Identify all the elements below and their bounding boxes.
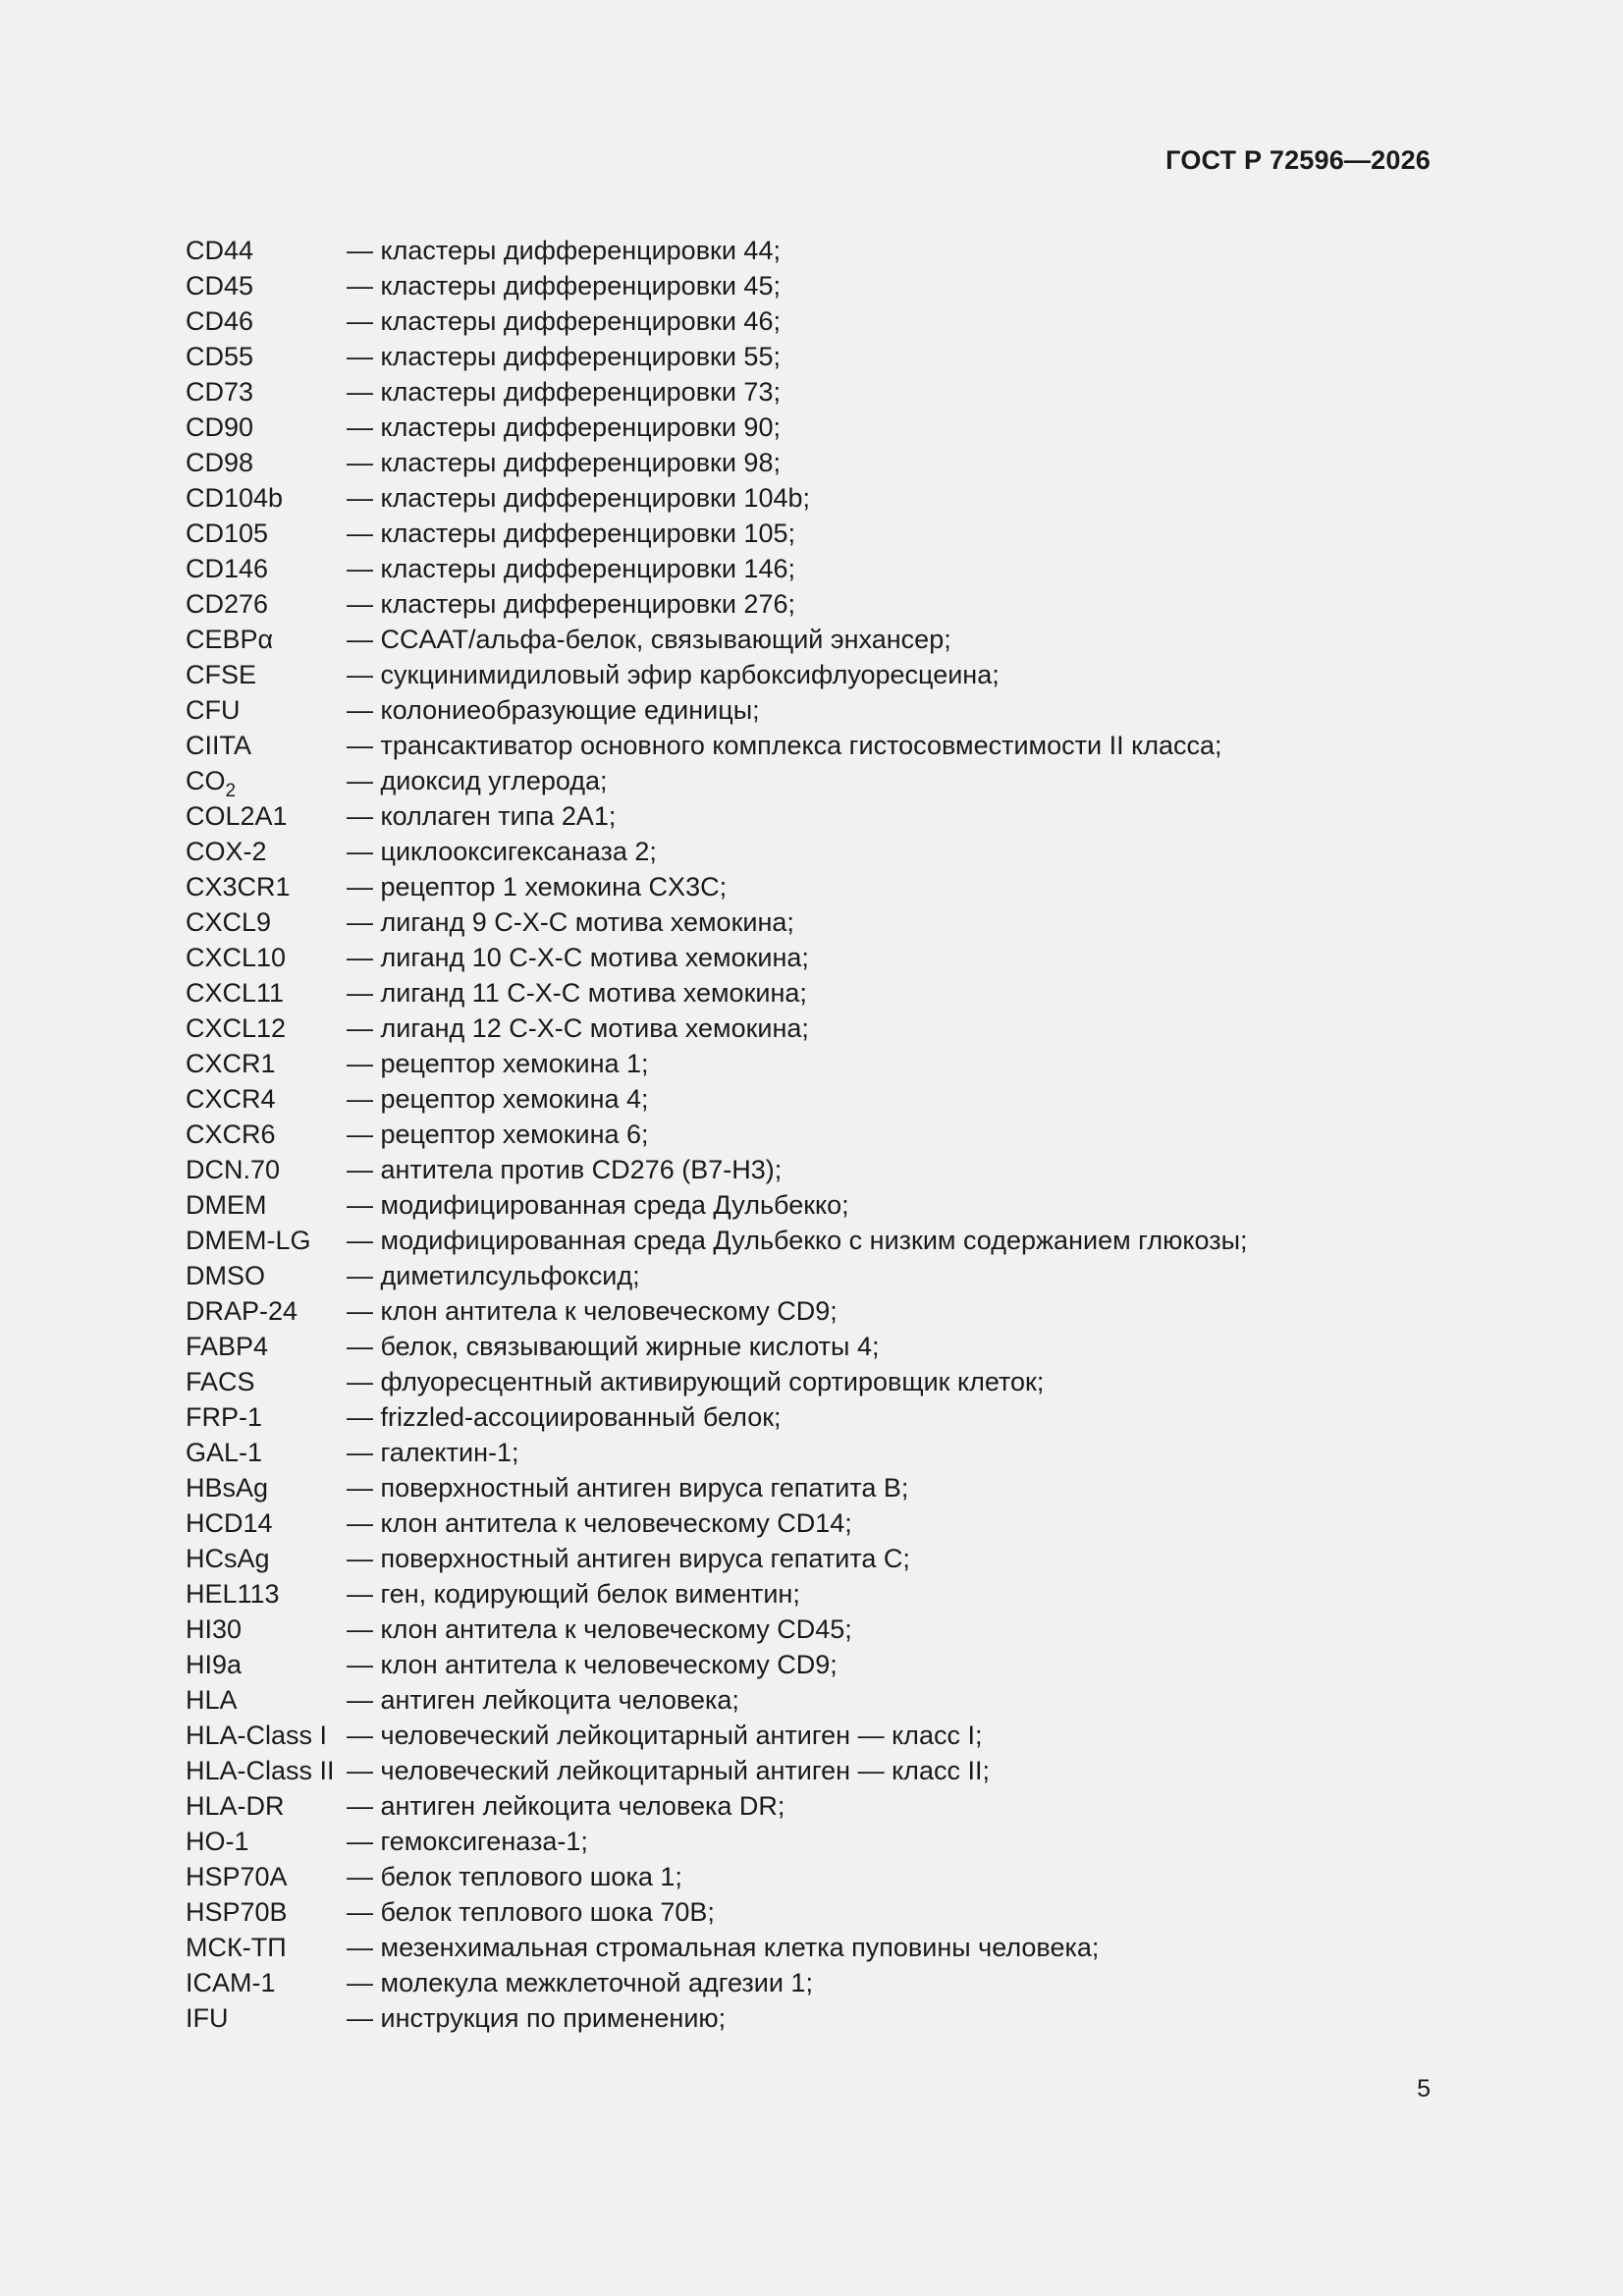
abbreviation-term-text: DMEM-LG [186, 1226, 311, 1255]
abbreviation-term [186, 1399, 347, 1435]
abbreviation-term [186, 516, 347, 551]
abbreviation-definition: — клон антитела к человеческому CD9; [347, 1650, 838, 1679]
abbreviation-term-text: HLA-Class I [186, 1721, 328, 1750]
abbreviation-term [186, 233, 347, 268]
abbreviation-term [186, 2000, 347, 2036]
abbreviation-term-text: CXCL11 [186, 978, 285, 1008]
abbreviation-term-subscript: 2 [225, 781, 237, 801]
abbreviation-definition: — инструкция по применению; [347, 2003, 727, 2033]
abbreviation-term [186, 445, 347, 480]
abbreviation-term-text: CD45 [186, 271, 254, 301]
abbreviation-term-text: HEL113 [186, 1579, 280, 1609]
abbreviation-definition: — рецептор хемокина 6; [347, 1120, 649, 1149]
abbreviation-definition: — белок теплового шока 1; [347, 1862, 682, 1891]
abbreviation-definition: — кластеры дифференцировки 98; [347, 448, 781, 477]
abbreviation-term-text: CXCL10 [186, 943, 287, 972]
abbreviation-definition: — кластеры дифференцировки 55; [347, 342, 781, 371]
abbreviation-row [186, 1117, 1462, 1152]
abbreviation-definition: — рецептор хемокина 4; [347, 1084, 649, 1114]
abbreviation-term [186, 1046, 347, 1081]
abbreviation-term [186, 1470, 347, 1505]
abbreviation-term [186, 1011, 347, 1046]
abbreviation-row [186, 1011, 1462, 1046]
abbreviation-definition: — лиганд 9 C-X-C мотива хемокина; [347, 907, 794, 937]
abbreviation-row [186, 1824, 1462, 1859]
abbreviation-row [186, 551, 1462, 586]
abbreviation-term [186, 410, 347, 445]
abbreviation-definition: — рецептор 1 хемокина CX3C; [347, 872, 728, 902]
abbreviation-term-text: HLA [186, 1685, 238, 1715]
standard-code: ГОСТ Р 72596—2026 [1165, 145, 1431, 175]
abbreviation-term [186, 657, 347, 692]
abbreviation-term-text: CD105 [186, 519, 269, 548]
abbreviation-term-text: FACS [186, 1367, 255, 1396]
abbreviation-term-text: CO [186, 766, 226, 795]
abbreviation-term [186, 586, 347, 622]
abbreviation-definition: — колониеобразующие единицы; [347, 695, 760, 725]
abbreviation-term-text: HSP70B [186, 1897, 288, 1927]
abbreviation-term [186, 904, 347, 940]
abbreviation-definition: — человеческий лейкоцитарный антиген — класс II; [347, 1756, 990, 1785]
abbreviation-term-text: CXCR6 [186, 1120, 276, 1149]
abbreviation-row [186, 622, 1462, 657]
abbreviation-term-text: COL2A1 [186, 801, 288, 831]
abbreviation-definition: — кластеры дифференцировки 44; [347, 236, 781, 265]
abbreviation-definition: — галектин-1; [347, 1438, 519, 1467]
abbreviation-row [186, 1187, 1462, 1223]
abbreviation-row [186, 1859, 1462, 1894]
abbreviation-definition: — кластеры дифференцировки 146; [347, 554, 795, 583]
abbreviation-row [186, 940, 1462, 975]
abbreviation-row [186, 1081, 1462, 1117]
abbreviation-term [186, 728, 347, 763]
abbreviation-row [186, 904, 1462, 940]
abbreviation-definition: — молекула межклеточной адгезии 1; [347, 1968, 813, 1997]
abbreviation-term-text: HLA-DR [186, 1791, 285, 1821]
abbreviation-term-text: CD73 [186, 377, 254, 407]
abbreviation-definition: — флуоресцентный активирующий сортировщик клеток; [347, 1367, 1045, 1396]
abbreviation-term-text: CD146 [186, 554, 269, 583]
abbreviation-term-text: CFU [186, 695, 241, 725]
abbreviation-term-text: HBsAg [186, 1473, 269, 1503]
abbreviation-definition: — кластеры дифференцировки 73; [347, 377, 781, 407]
abbreviation-row [186, 1435, 1462, 1470]
abbreviation-term-text: GAL-1 [186, 1438, 263, 1467]
abbreviation-definition: — клон антитела к человеческому CD45; [347, 1614, 852, 1644]
abbreviation-term-text: DCN.70 [186, 1155, 281, 1184]
abbreviation-term [186, 268, 347, 303]
abbreviation-row [186, 1930, 1462, 1965]
abbreviation-definition: — поверхностный антиген вируса гепатита B; [347, 1473, 909, 1503]
abbreviation-term [186, 1824, 347, 1859]
abbreviation-definition: — лиганд 12 C-X-C мотива хемокина; [347, 1013, 809, 1043]
abbreviation-list [186, 233, 1462, 2036]
abbreviation-term [186, 1329, 347, 1364]
abbreviation-row [186, 374, 1462, 410]
abbreviation-definition: — белок, связывающий жирные кислоты 4; [347, 1332, 880, 1361]
abbreviation-term [186, 692, 347, 728]
abbreviation-row [186, 1152, 1462, 1187]
abbreviation-term-text: HSP70A [186, 1862, 288, 1891]
abbreviation-term [186, 1293, 347, 1329]
abbreviation-term-text: CD44 [186, 236, 254, 265]
abbreviation-definition: — модифицированная среда Дульбекко; [347, 1190, 849, 1220]
abbreviation-term [186, 1258, 347, 1293]
abbreviation-row [186, 834, 1462, 869]
abbreviation-term-text: CD55 [186, 342, 254, 371]
abbreviation-term [186, 869, 347, 904]
abbreviation-row [186, 1258, 1462, 1293]
abbreviation-term [186, 374, 347, 410]
abbreviation-term-text: CXCR1 [186, 1049, 276, 1078]
abbreviation-row [186, 1894, 1462, 1930]
abbreviation-row [186, 1682, 1462, 1718]
abbreviation-definition: — модифицированная среда Дульбекко с низким содержанием глюкозы; [347, 1226, 1248, 1255]
abbreviation-row [186, 798, 1462, 834]
abbreviation-term [186, 798, 347, 834]
abbreviation-definition: — человеческий лейкоцитарный антиген — класс I; [347, 1721, 983, 1750]
abbreviation-row [186, 410, 1462, 445]
abbreviation-definition: — frizzled-ассоциированный белок; [347, 1402, 782, 1432]
abbreviation-row [186, 692, 1462, 728]
abbreviation-definition: — диметилсульфоксид; [347, 1261, 640, 1290]
abbreviation-row [186, 2000, 1462, 2036]
abbreviation-term [186, 1753, 347, 1788]
abbreviation-row [186, 586, 1462, 622]
abbreviation-definition: — кластеры дифференцировки 276; [347, 589, 795, 619]
abbreviation-row [186, 1364, 1462, 1399]
abbreviation-definition: — поверхностный антиген вируса гепатита C; [347, 1544, 910, 1573]
abbreviation-row [186, 1612, 1462, 1647]
abbreviation-term-text: CXCL12 [186, 1013, 287, 1043]
abbreviation-term-text: FRP-1 [186, 1402, 263, 1432]
abbreviation-row [186, 869, 1462, 904]
abbreviation-term-text: CX3CR1 [186, 872, 291, 902]
abbreviation-definition: — рецептор хемокина 1; [347, 1049, 649, 1078]
abbreviation-row [186, 1718, 1462, 1753]
abbreviation-term [186, 1152, 347, 1187]
abbreviation-definition: — кластеры дифференцировки 90; [347, 412, 781, 442]
abbreviation-row [186, 445, 1462, 480]
abbreviation-definition: — лиганд 11 C-X-C мотива хемокина; [347, 978, 807, 1008]
abbreviation-definition: — кластеры дифференцировки 45; [347, 271, 781, 301]
abbreviation-term [186, 1117, 347, 1152]
abbreviation-definition: — антиген лейкоцита человека; [347, 1685, 739, 1715]
abbreviation-row [186, 303, 1462, 339]
abbreviation-term [186, 1541, 347, 1576]
abbreviation-term-text: FABP4 [186, 1332, 269, 1361]
abbreviation-term-text: IFU [186, 2003, 229, 2033]
abbreviation-row [186, 339, 1462, 374]
abbreviation-term [186, 834, 347, 869]
abbreviation-row [186, 1470, 1462, 1505]
abbreviation-row [186, 1505, 1462, 1541]
abbreviation-term-text: CEBPα [186, 625, 274, 654]
abbreviation-definition: — кластеры дифференцировки 105; [347, 519, 795, 548]
abbreviation-term [186, 1364, 347, 1399]
abbreviation-term-text: CD104b [186, 483, 284, 513]
abbreviation-definition: — CCAAT/альфа-белок, связывающий энхансер; [347, 625, 951, 654]
document-header [1165, 145, 1431, 176]
page-number: 5 [1417, 2075, 1431, 2103]
abbreviation-term-text: DMSO [186, 1261, 265, 1290]
abbreviation-term [186, 1223, 347, 1258]
abbreviation-definition: — кластеры дифференцировки 104b; [347, 483, 810, 513]
abbreviation-definition: — трансактиватор основного комплекса гистосовместимости II класса; [347, 731, 1222, 760]
abbreviation-row [186, 268, 1462, 303]
abbreviation-row [186, 1329, 1462, 1364]
abbreviation-term-text: МСК-ТП [186, 1933, 287, 1962]
abbreviation-definition: — мезенхимальная стромальная клетка пуповины человека; [347, 1933, 1100, 1962]
abbreviation-term-text: CXCR4 [186, 1084, 276, 1114]
abbreviation-term [186, 1081, 347, 1117]
abbreviation-term [186, 551, 347, 586]
abbreviation-definition: — антиген лейкоцита человека DR; [347, 1791, 785, 1821]
abbreviation-term [186, 1647, 347, 1682]
abbreviation-row [186, 1046, 1462, 1081]
abbreviation-term [186, 480, 347, 516]
abbreviation-term [186, 339, 347, 374]
abbreviation-term [186, 975, 347, 1011]
abbreviation-term [186, 1612, 347, 1647]
abbreviation-term-text: COX-2 [186, 837, 267, 866]
abbreviation-term-text: CD98 [186, 448, 254, 477]
abbreviation-definition: — диоксид углерода; [347, 766, 608, 795]
abbreviation-row [186, 763, 1462, 801]
abbreviation-term-text: CXCL9 [186, 907, 272, 937]
abbreviation-definition: — клон антитела к человеческому CD9; [347, 1296, 838, 1326]
abbreviation-row [186, 480, 1462, 516]
abbreviation-row [186, 1541, 1462, 1576]
abbreviation-definition: — лиганд 10 C-X-C мотива хемокина; [347, 943, 809, 972]
abbreviation-row [186, 1647, 1462, 1682]
abbreviation-term-text: DMEM [186, 1190, 267, 1220]
abbreviation-row [186, 975, 1462, 1011]
abbreviation-row [186, 516, 1462, 551]
abbreviation-term [186, 1187, 347, 1223]
abbreviation-term [186, 1435, 347, 1470]
abbreviation-term [186, 1576, 347, 1612]
abbreviation-row [186, 233, 1462, 268]
abbreviation-term [186, 940, 347, 975]
abbreviation-term [186, 1788, 347, 1824]
abbreviation-term [186, 303, 347, 339]
abbreviation-definition: — клон антитела к человеческому CD14; [347, 1508, 852, 1538]
abbreviation-row [186, 1293, 1462, 1329]
abbreviation-row [186, 1965, 1462, 2000]
abbreviation-term [186, 1965, 347, 2000]
abbreviation-term-text: CIITA [186, 731, 251, 760]
abbreviation-definition: — антитела против CD276 (B7-H3); [347, 1155, 783, 1184]
abbreviation-definition: — циклооксигексаназа 2; [347, 837, 657, 866]
abbreviation-term-text: HLA-Class II [186, 1756, 335, 1785]
abbreviation-row [186, 1788, 1462, 1824]
abbreviation-term [186, 622, 347, 657]
abbreviation-term [186, 1505, 347, 1541]
abbreviation-row [186, 1223, 1462, 1258]
abbreviation-term-text: ICAM-1 [186, 1968, 276, 1997]
abbreviation-term [186, 1682, 347, 1718]
abbreviation-term-text: HI9a [186, 1650, 243, 1679]
abbreviation-term [186, 1859, 347, 1894]
abbreviation-definition: — коллаген типа 2A1; [347, 801, 617, 831]
abbreviation-term-text: CFSE [186, 660, 257, 689]
abbreviation-definition: — кластеры дифференцировки 46; [347, 306, 781, 336]
abbreviation-term-text: HCD14 [186, 1508, 273, 1538]
abbreviation-term [186, 1718, 347, 1753]
abbreviation-row [186, 728, 1462, 763]
abbreviation-term-text: CD46 [186, 306, 254, 336]
abbreviation-row [186, 1576, 1462, 1612]
abbreviation-term [186, 763, 347, 801]
abbreviation-term-text: DRAP-24 [186, 1296, 298, 1326]
abbreviation-term-text: CD276 [186, 589, 269, 619]
abbreviation-definition: — ген, кодирующий белок виментин; [347, 1579, 800, 1609]
abbreviation-row [186, 1399, 1462, 1435]
abbreviation-term-text: HCsAg [186, 1544, 270, 1573]
abbreviation-row [186, 657, 1462, 692]
abbreviation-term-text: CD90 [186, 412, 254, 442]
abbreviation-term-text: HI30 [186, 1614, 243, 1644]
abbreviation-term [186, 1894, 347, 1930]
abbreviation-term [186, 1930, 347, 1965]
abbreviation-definition: — сукцинимидиловый эфир карбоксифлуоресцеина; [347, 660, 1000, 689]
abbreviation-definition: — гемоксигеназа-1; [347, 1827, 588, 1856]
abbreviation-term-text: HO-1 [186, 1827, 249, 1856]
abbreviation-row [186, 1753, 1462, 1788]
abbreviation-definition: — белок теплового шока 70B; [347, 1897, 715, 1927]
